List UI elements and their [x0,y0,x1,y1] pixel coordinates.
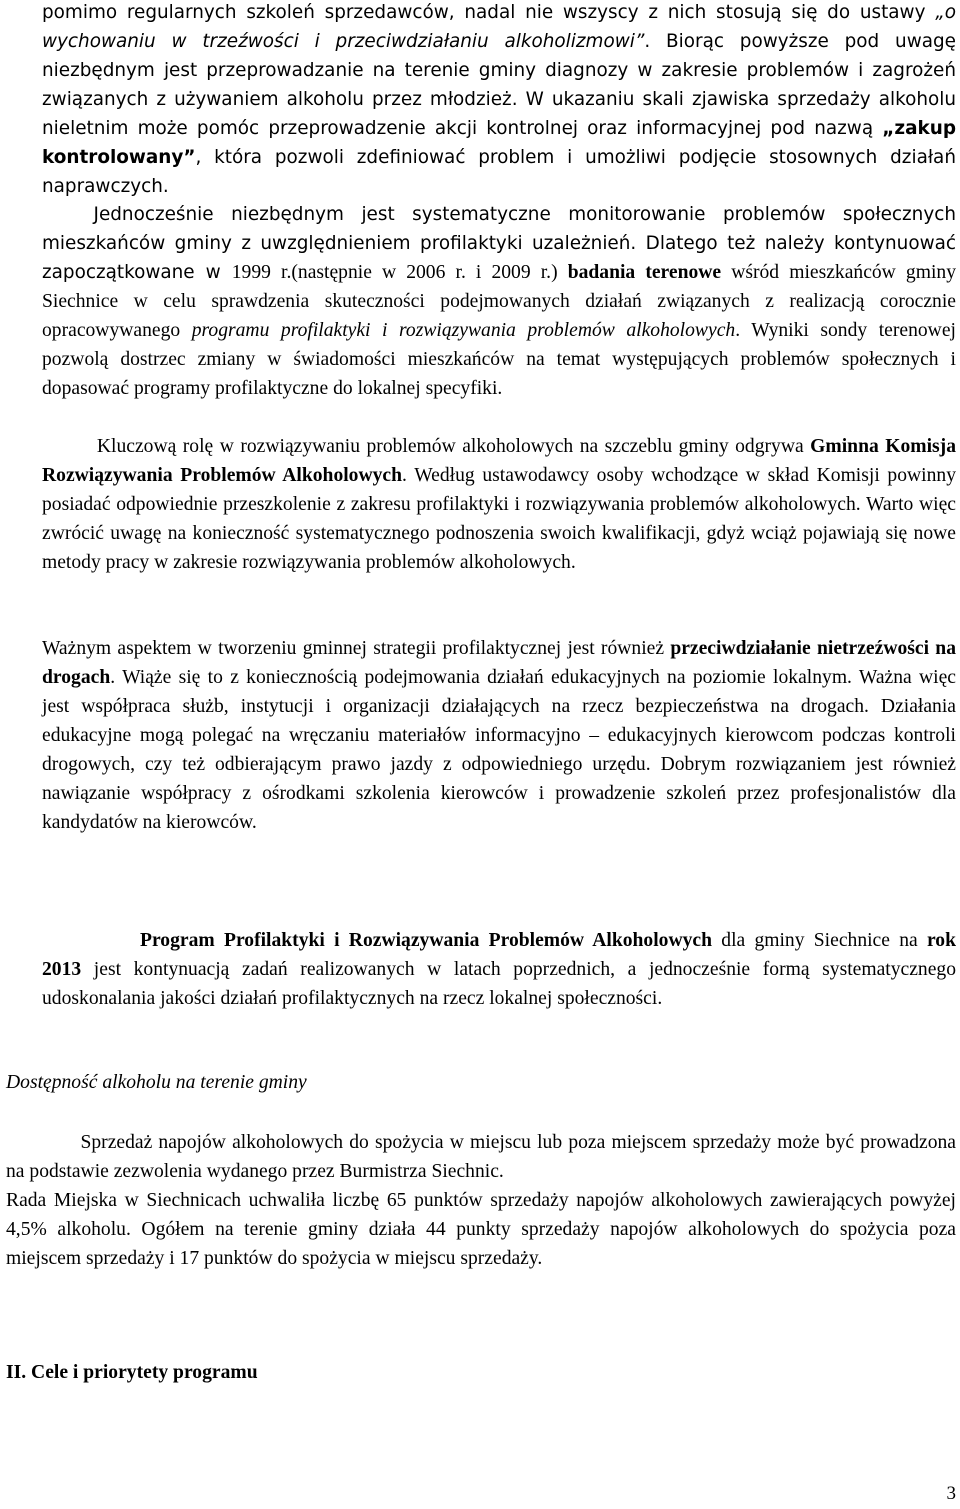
p3-commission-name: Gminna Komisja Rozwiązywania Problemów Alkoholowych [42,436,956,486]
p4-drunk-driving: przeciwdziałanie nietrzeźwości na drogach [42,638,956,688]
p3-text-c: . Według ustawodawcy osoby wchodzące w skład Komisji powinny posiadać odpowiednie przeszkolenie z zakresu profilaktyki i rozwiązywania problemów alkoholowych. Warto więc zwrócić uwagę na konieczność systematycznego podnoszenia swoich kwalifikacji, gdyż wciąż pojawiają się nowe metody pracy w zakresie rozwiązywania problemów alkoholowych. [42,465,956,573]
paragraph-salespeople-training [42,0,956,201]
p5-text-b: dla gminy Siechnice na [712,930,927,951]
p3-text-a: Kluczową rolę w rozwiązywaniu problemów alkoholowych na szczeblu gminy odgrywa [96,436,811,457]
paragraph-program-2013 [42,926,956,1013]
paragraph-sales-permits [6,1128,956,1186]
p1-law-title: „o wychowaniu w trzeźwości i przeciwdziałaniu alkoholizmowi” [42,2,956,52]
p2-text-d: wśród mieszkańców gminy Siechnice w celu sprawdzenia skuteczności podejmowanych działań związanych z realizacją corocznie opracowywanego [42,262,957,341]
p5-year: rok 2013 [42,930,956,980]
p4-text-a: Ważnym aspektem w tworzeniu gminnej strategii profilaktycznej jest również [42,638,671,659]
p5-text-d: jest kontynuacją zadań realizowanych w latach poprzednich, a jednocześnie formą systematycznego udoskonalania jakości działań profilaktycznych na rzecz lokalnej społeczności. [42,959,956,1009]
p2-program-name: programu profilaktyki i rozwiązywania problemów alkoholowych [191,320,736,341]
p1-text-a: pomimo regularnych szkoleń sprzedawców, nadal nie wszyscy z nich stosują się do ustawy [42,2,936,23]
p7-text: Rada Miejska w Siechnicach uchwaliła liczbę 65 punktów sprzedaży napojów alkoholowych zawierających powyżej 4,5% alkoholu. Ogółem na terenie gminy działa 44 punkty sprzedaży napojów alkoholowych do spożycia poza miejscem sprzedaży i 17 punktów do spożycia w miejscu sprzedaży. [6,1190,956,1269]
p2-field-research: badania terenowe [557,262,722,283]
p5-program-title: Program Profilaktyki i Rozwiązywania Problemów Alkoholowych [140,930,713,951]
paragraph-monitoring [42,200,956,403]
page-number: 3 [946,1483,956,1504]
p2-text-f: . Wyniki sondy terenowej pozwolą dostrzec zmiany w świadomości mieszkańców na temat występujących problemów społecznych i dopasować programy profilaktyczne do lokalnej specyfiki. [42,320,956,399]
p2-years: 1999 r.(następnie w 2006 r. i 2009 r.) [231,262,558,283]
heading-alcohol-availability: Dostępność alkoholu na terenie gminy [6,1072,307,1093]
p1-controlled-purchase: „zakup kontrolowany” [42,118,956,168]
p1-text-c: . Biorąc powyższe pod uwagę niezbędnym jest przeprowadzanie na terenie gminy diagnozy w zakresie problemów i zagrożeń związanych z używaniem alkoholu przez młodzież. W ukazaniu skali zjawiska sprzedaży alkoholu nieletnim może pomóc przeprowadzenie akcji kontrolnej oraz informacyjnej pod nazwą [42,31,956,139]
p4-text-c: . Wiąże się to z koniecznością podejmowania działań edukacyjnych na poziomie lokalnym. Ważna więc jest współpraca służb, instytucji i organizacji działających na rzecz bezpieczeństwa na drogach. Działania edukacyjne mogą polegać na wręczaniu materiałów informacyjno – edukacyjnych kierowcom podczas kontroli drogowych, czy też odbierającym prawo jazdy z odpowiedniego urzędu. Dobrym rozwiązaniem jest również nawiązanie współpracy z ośrodkami szkolenia kierowców i prowadzenie szkoleń przez profesjonalistów dla kandydatów na kierowców. [42,667,956,833]
heading-goals-priorities: II. Cele i priorytety programu [6,1362,258,1383]
paragraph-road-safety [42,634,956,837]
paragraph-commission [42,432,956,577]
paragraph-sales-points [6,1186,956,1273]
p1-text-e: , która pozwoli zdefiniować problem i umożliwi podjęcie stosownych działań naprawczych. [42,147,956,197]
p2-text-a: Jednocześnie niezbędnym jest systematyczne monitorowanie problemów społecznych mieszkańców gminy z uwzględnieniem profilaktyki uzależnień. Dlatego też należy kontynuować zapoczątkowane w [42,204,956,283]
p6-text: Sprzedaż napojów alkoholowych do spożycia w miejscu lub poza miejscem sprzedaży może być prowadzona na podstawie zezwolenia wydanego przez Burmistrza Siechnic. [6,1132,956,1182]
